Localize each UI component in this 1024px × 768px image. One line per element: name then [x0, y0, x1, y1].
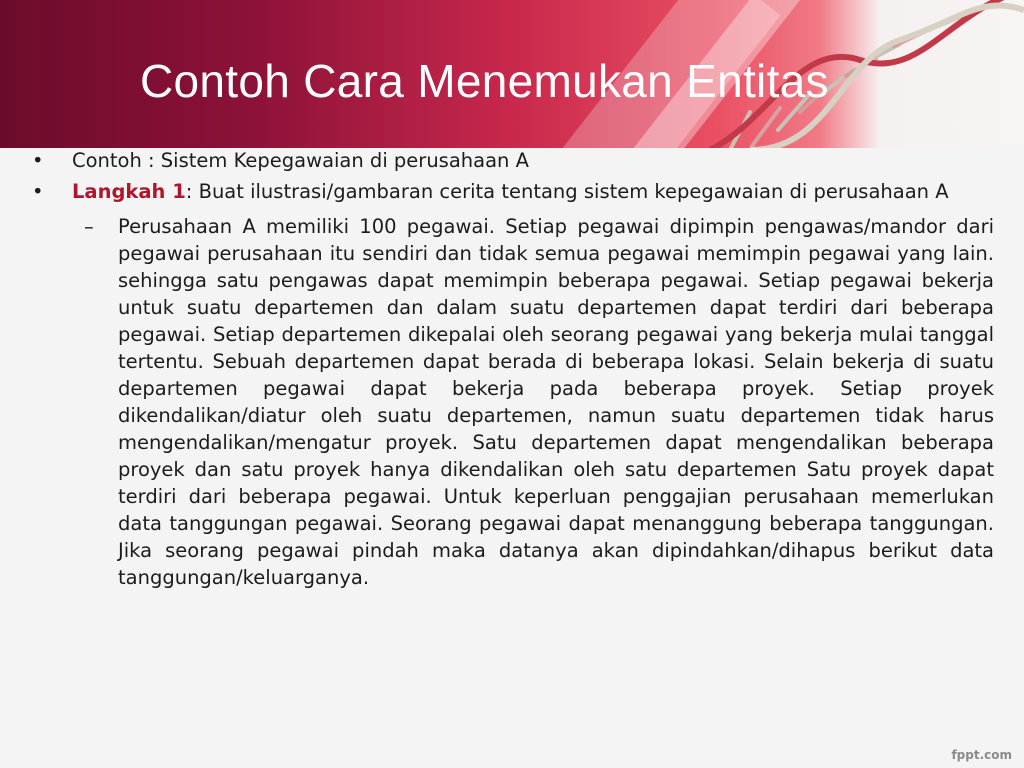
step-label: Langkah 1 [72, 180, 186, 203]
title-banner [0, 0, 1024, 148]
bullet-mark: • [32, 149, 44, 172]
slide-content [32, 147, 994, 591]
slide-title: Contoh Cara Menemukan Entitas [140, 55, 829, 107]
sub-bullet-text: Perusahaan A memiliki 100 pegawai. Setiap pegawai dipimpin pengawas/mandor dari pegawai perusahaan itu sendiri dan tidak semua pegawai memimpin pegawai yang lain. sehingga satu pengawas dapat memimpin beberapa pegawai. Setiap pegawai bekerja untuk suatu departemen dan dalam suatu departemen dapat terdiri dari beberapa pegawai. Setiap departemen dikepalai oleh seorang pegawai yang bekerja mulai tanggal tertentu. Sebuah departemen dapat berada di beberapa lokasi. Selain bekerja di suatu departemen pegawai dapat bekerja pada beberapa proyek. Setiap proyek dikendalikan/diatur oleh suatu departemen, namun suatu departemen tidak harus mengendalikan/mengatur proyek. Satu departemen dapat mengendalikan beberapa proyek dan satu proyek hanya dikendalikan oleh satu departemen Satu proyek dapat terdiri dari beberapa pegawai. Untuk keperluan penggajian perusahaan memerlukan data tanggungan pegawai. Seorang pegawai dapat menanggung beberapa tanggungan. Jika seorang pegawai pindah maka datanya akan dipindahkan/dihapus berikut data tanggungan/keluarganya. [118, 215, 994, 589]
bullet-text: Contoh : Sistem Kepegawaian di perusahaan A [72, 149, 529, 172]
footer-watermark: fppt.com [951, 748, 1012, 762]
sub-bullet-item [84, 213, 994, 591]
bullet-mark: • [32, 180, 44, 203]
step-description: : Buat ilustrasi/gambaran cerita tentang sistem kepegawaian di perusahaan A [185, 180, 949, 203]
bullet-item [32, 147, 994, 174]
bullet-item [32, 178, 994, 205]
bullet-text [72, 178, 994, 205]
sub-bullet-mark: – [84, 215, 94, 238]
